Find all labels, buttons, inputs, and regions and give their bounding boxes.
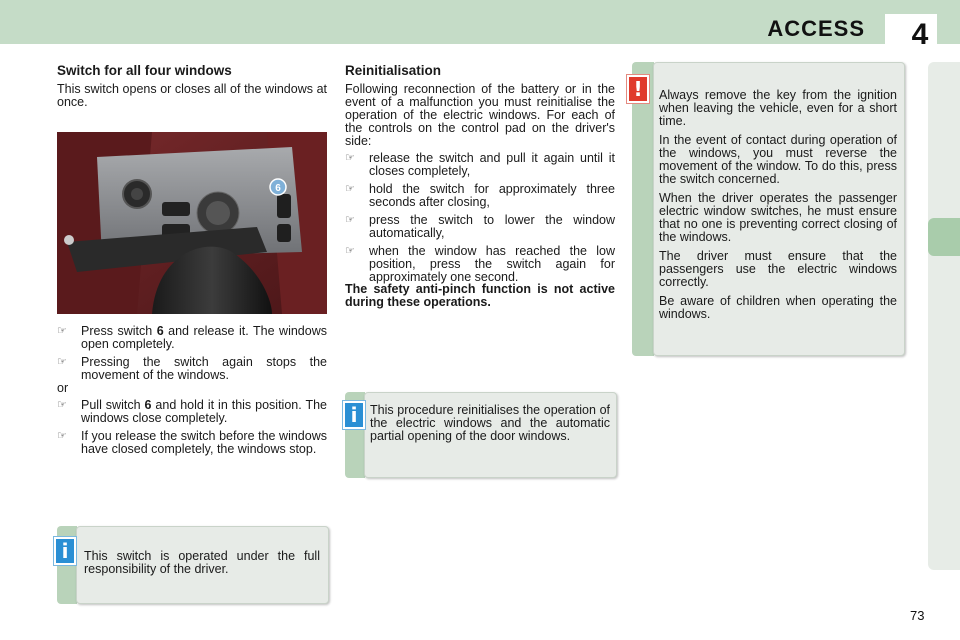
chapter-number: 4 (911, 18, 929, 51)
hand-bullet-icon: ☞ (57, 356, 67, 368)
middle-note-text: This procedure reinitialises the operation of the electric windows and the automatic partial opening of the door windows. (370, 403, 610, 443)
hand-bullet-icon: ☞ (345, 245, 355, 257)
photo-callout-6: 6 (275, 183, 281, 194)
left-intro: This switch opens or closes all of the windows at once. (57, 82, 327, 109)
middle-bullets (345, 152, 615, 289)
warning-icon: ! (627, 75, 649, 103)
hand-bullet-icon: ☞ (345, 152, 355, 164)
left-note-text: This switch is operated under the full responsibility of the driver. (84, 549, 320, 576)
right-note-edge (632, 62, 654, 356)
middle-intro: Following reconnection of the battery or in the event of a malfunction you must reinitialise the operation of the electric windows. For each of the controls on the control pad on the driver's side: (345, 82, 615, 148)
warning-paragraph: The driver must ensure that the passengers use the electric windows correctly. (659, 249, 897, 289)
list-item: ☞ hold the switch for approximately three seconds after closing, (345, 182, 615, 209)
console-photo (57, 132, 327, 314)
list-item: ☞ Press switch 6 and release it. The windows open completely. (57, 324, 327, 351)
left-heading: Switch for all four windows (57, 63, 232, 78)
info-icon: i (54, 537, 76, 565)
hand-bullet-icon: ☞ (345, 183, 355, 195)
list-item: ☞ press the switch to lower the window automatically, (345, 213, 615, 240)
warning-paragraph: In the event of contact during operation of the windows, you must reverse the movement of the window. To do this, press the switch concerned. (659, 133, 897, 186)
or-text: or (57, 381, 69, 395)
hand-bullet-icon: ☞ (57, 325, 67, 337)
side-index-bar (928, 62, 960, 570)
list-item: ☞ If you release the switch before the windows have closed completely, the windows stop. (57, 429, 327, 456)
info-icon: i (343, 401, 365, 429)
hand-bullet-icon: ☞ (345, 214, 355, 226)
list-item: ☞ Pull switch 6 and hold it in this position. The windows close completely. (57, 398, 327, 425)
warning-paragraph: Always remove the key from the ignition when leaving the vehicle, even for a short time. (659, 88, 897, 128)
list-item: ☞ Pressing the switch again stops the movement of the windows. (57, 355, 327, 382)
page-number: 73 (910, 608, 925, 623)
left-bullets-a (57, 325, 327, 387)
anti-pinch-note: The safety anti-pinch function is not active during these operations. (345, 282, 615, 309)
warning-paragraph: When the driver operates the passenger electric window switches, he must ensure that no one is preventing correct closing of the windows. (659, 191, 897, 244)
warning-paragraph: Be aware of children when operating the windows. (659, 294, 897, 321)
side-index-marker (928, 218, 960, 256)
left-bullets-b (57, 399, 327, 461)
middle-heading: Reinitialisation (345, 63, 442, 78)
list-item: ☞ when the window has reached the low position, press the switch again for approximately one second. (345, 244, 615, 284)
hand-bullet-icon: ☞ (57, 399, 67, 411)
page-title: ACCESS (767, 16, 865, 41)
console-illustration (57, 132, 327, 314)
list-item: ☞ release the switch and pull it again until it closes completely, (345, 151, 615, 178)
hand-bullet-icon: ☞ (57, 430, 67, 442)
right-warning-texts (659, 89, 897, 327)
